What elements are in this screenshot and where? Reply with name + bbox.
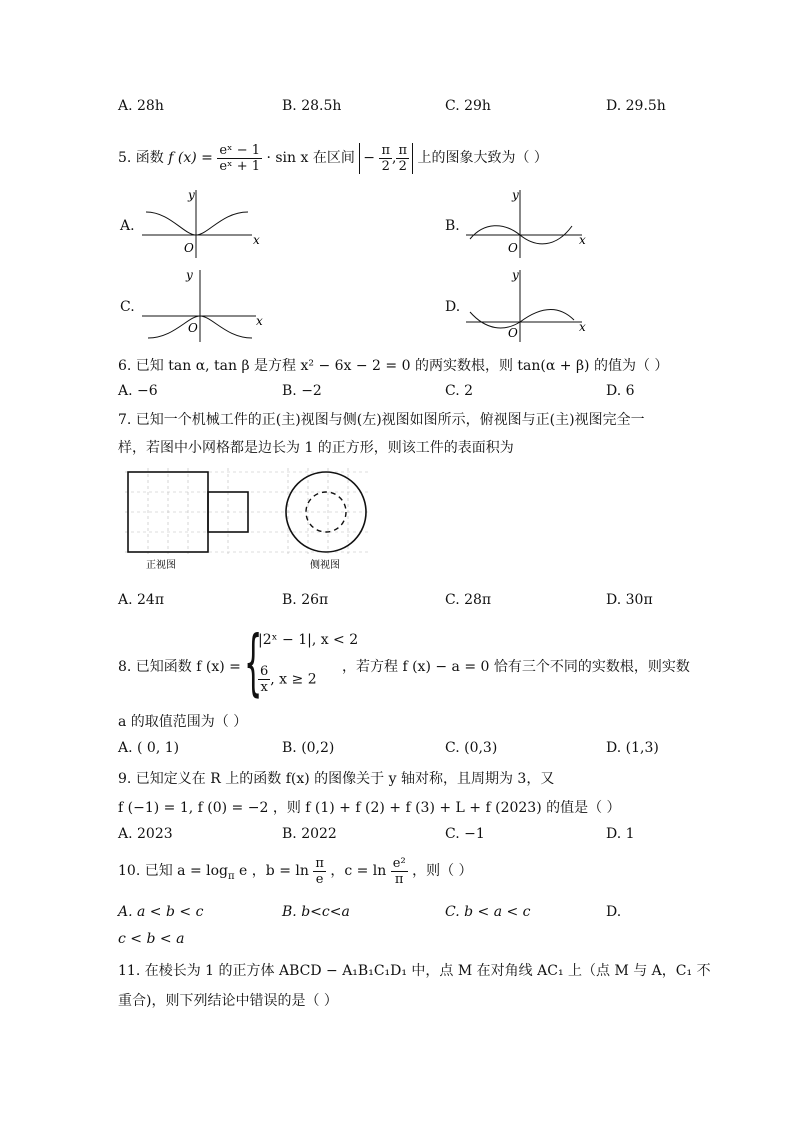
- q7-option-d: D. 30π: [606, 592, 653, 608]
- q10-option-a: A. a < b < c: [118, 904, 204, 920]
- q5-interval-sep: ,: [392, 149, 397, 166]
- q7-option-a: A. 24π: [118, 592, 165, 608]
- q4-option-b: B. 28.5h: [282, 98, 342, 114]
- q5-graph-b: [464, 186, 594, 260]
- q8-option-b: B. (0,2): [282, 740, 335, 756]
- q10-options: [118, 904, 678, 924]
- q10-prefix: 10. 已知 a = log: [118, 863, 229, 879]
- q6-option-d: D. 6: [606, 383, 635, 399]
- q7-option-b: B. 26π: [282, 592, 329, 608]
- q4-options: [118, 98, 678, 118]
- q7-option-c: C. 28π: [445, 592, 492, 608]
- q5-stem: [118, 138, 548, 182]
- q5-graph-c-label: C.: [120, 299, 135, 315]
- axis-x-label: x: [256, 314, 263, 328]
- q6-options: [118, 383, 678, 403]
- q4-option-a: A. 28h: [118, 98, 164, 114]
- q10-option-c: C. b < a < c: [445, 904, 531, 920]
- q8-case2-num: 6: [260, 664, 269, 679]
- q9-stem-line2: f (−1) = 1, f (0) = −2 ，则 f (1) + f (2) + f (3) + L + f (2023) 的值是（ ）: [118, 800, 621, 816]
- q5-ending: 上的图象大致为（ ）: [417, 150, 548, 166]
- q4-option-c: C. 29h: [445, 98, 491, 114]
- q10-after-log: e ，b = ln: [234, 863, 309, 879]
- q8-suffix: ，若方程 f (x) − a = 0 恰有三个不同的实数根，则实数: [342, 659, 690, 675]
- q8-case1: |2ˣ − 1|, x < 2: [258, 632, 359, 648]
- q8-option-d: D. (1,3): [606, 740, 659, 756]
- q6-option-b: B. −2: [282, 383, 322, 399]
- q8-brace: {: [244, 620, 263, 704]
- q7-stem-line1: 7. 已知一个机械工件的正(主)视图与侧(左)视图如图所示，俯视图与正(主)视图完全一: [118, 412, 645, 428]
- axis-y-label: y: [512, 268, 519, 282]
- q5-fraction-num: eˣ − 1: [219, 142, 260, 158]
- q11-stem-line1: 11. 在棱长为 1 的正方体 ABCD − A₁B₁C₁D₁ 中，点 M 在对角线 AC₁ 上（点 M 与 A，C₁ 不: [118, 963, 711, 979]
- q8-stem-line2: a 的取值范围为（ ）: [118, 714, 248, 730]
- q5-interval-b: 2: [381, 158, 390, 174]
- q8-case2-tail: , x ≥ 2: [270, 671, 317, 688]
- q5-graph-a-label: A.: [120, 218, 135, 234]
- q5-tail: · sin x 在区间: [266, 150, 355, 166]
- q6-option-c: C. 2: [445, 383, 474, 399]
- q9-stem-line1: 9. 已知定义在 R 上的函数 f(x) 的图像关于 y 轴对称，且周期为 3，又: [118, 771, 555, 787]
- front-view-label: 正视图: [146, 560, 176, 571]
- q5-fraction: [217, 143, 262, 174]
- q7-stem-line2: 样，若图中小网格都是边长为 1 的正方形，则该工件的表面积为: [118, 440, 514, 456]
- q6-option-a: A. −6: [118, 383, 158, 399]
- q5-graph-d-label: D.: [445, 299, 461, 315]
- q10-c-den: π: [394, 871, 404, 887]
- q5-graph-c: [140, 266, 270, 344]
- origin-label: O: [508, 326, 518, 340]
- q9-option-a: A. 2023: [118, 826, 173, 842]
- q5-graph-d: [464, 266, 594, 344]
- origin-label: O: [508, 241, 518, 255]
- origin-label: O: [188, 321, 198, 335]
- q5-graph-b-label: B.: [445, 218, 460, 234]
- q9-option-b: B. 2022: [282, 826, 337, 842]
- q5-interval-minus: −: [363, 149, 376, 166]
- q10-option-d-value: c < b < a: [118, 931, 185, 947]
- q7-figure: [120, 464, 380, 576]
- q10-log-base: π: [228, 870, 235, 882]
- q6-stem: 6. 已知 tan α, tan β 是方程 x² − 6x − 2 = 0 的两实数根，则 tan(α + β) 的值为（ ）: [118, 358, 669, 374]
- axis-y-label: y: [512, 188, 519, 202]
- q8-case2: [258, 664, 317, 695]
- q5-fraction-den: eˣ + 1: [219, 158, 260, 174]
- q9-options: [118, 826, 678, 846]
- q8-option-c: C. (0,3): [445, 740, 498, 756]
- q11-stem-line2: 重合)，则下列结论中错误的是（ ）: [118, 993, 338, 1009]
- q8-options: [118, 740, 678, 760]
- q7-options: [118, 592, 678, 612]
- q5-func-lhs: f (x) =: [168, 150, 213, 166]
- q9-option-c: C. −1: [445, 826, 485, 842]
- axis-x-label: x: [253, 233, 260, 247]
- q8-option-a: A. ( 0, 1): [118, 740, 180, 756]
- side-view-label: 侧视图: [310, 560, 340, 571]
- q10-b-num: π: [315, 855, 324, 871]
- q10-option-d: D.: [606, 904, 622, 920]
- q10-stem: [118, 852, 473, 892]
- q10-c-num: e²: [392, 855, 406, 871]
- axis-y-label: y: [186, 268, 193, 282]
- q8-case2-den: x: [260, 680, 268, 695]
- q10-option-b: B. b<c<a: [282, 904, 350, 920]
- q10-ending: ，则（ ）: [412, 863, 473, 879]
- axis-y-label: y: [188, 188, 195, 202]
- q5-interval: [359, 143, 413, 174]
- q5-number: 5. 函数: [118, 150, 164, 166]
- q5-graph-a: [140, 186, 270, 260]
- axis-x-label: x: [579, 233, 586, 247]
- q5-interval-d: 2: [398, 158, 407, 174]
- q8-prefix: 8. 已知函数 f (x) =: [118, 659, 241, 675]
- origin-label: O: [184, 241, 194, 255]
- axis-x-label: x: [579, 320, 586, 334]
- q4-option-d: D. 29.5h: [606, 98, 666, 114]
- q10-c-text: ，c = ln: [330, 863, 387, 879]
- q5-interval-a: π: [381, 142, 391, 158]
- q10-b-den: e: [315, 871, 324, 887]
- q9-option-d: D. 1: [606, 826, 635, 842]
- q5-interval-c: π: [398, 142, 408, 158]
